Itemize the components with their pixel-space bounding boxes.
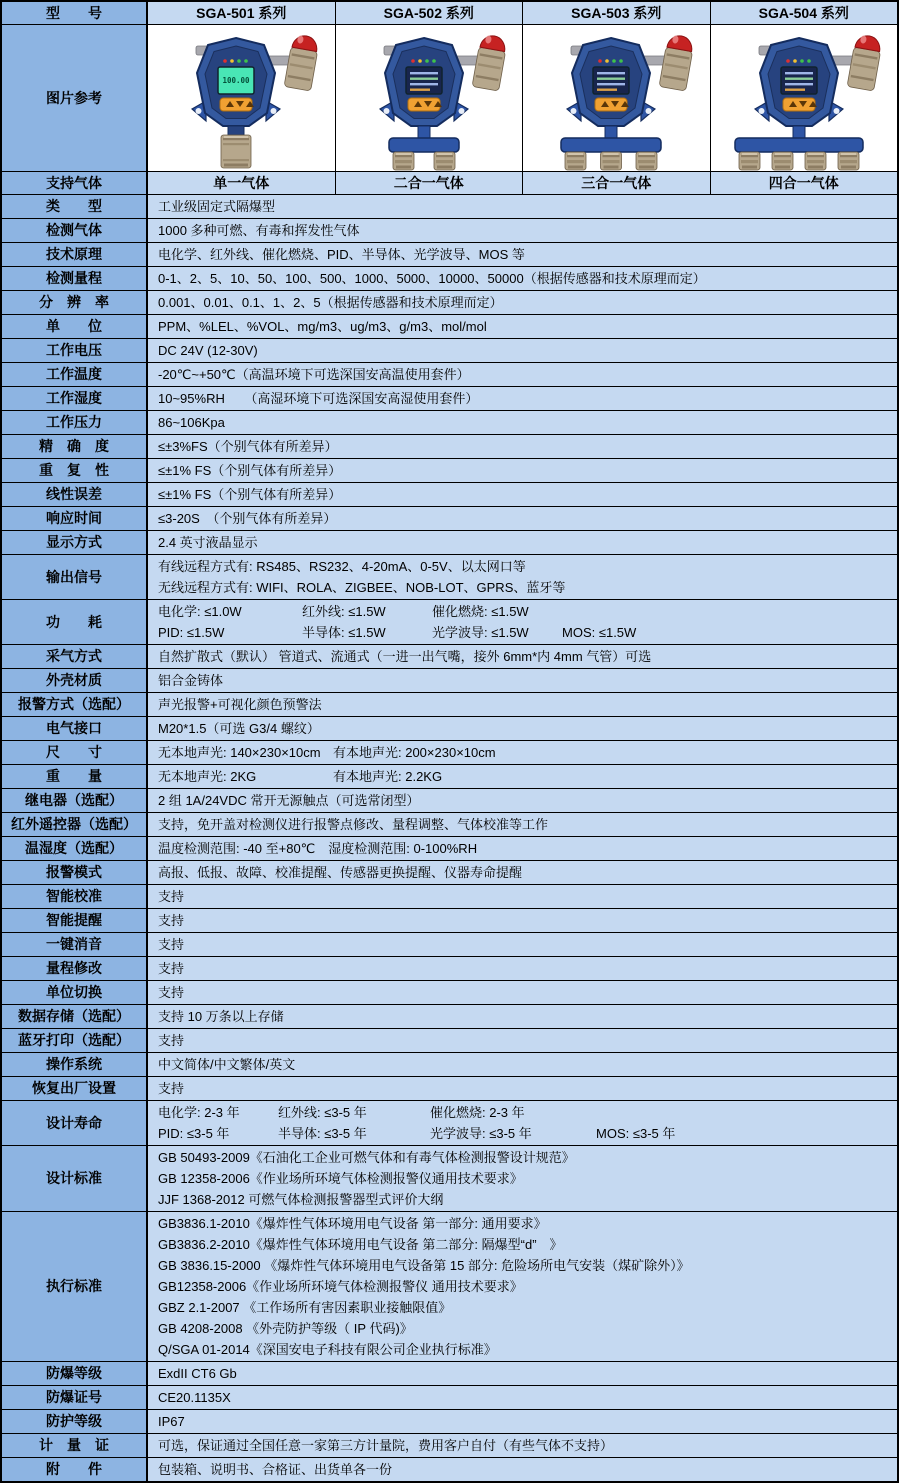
spec-label: 操作系统 [2, 1053, 148, 1076]
spec-row [2, 530, 897, 554]
spec-value-segment: PID: ≤3-5 年 [158, 1126, 230, 1141]
spec-value-segment: PID: ≤1.5W [158, 625, 225, 640]
spec-value-line: CE20.1135X [158, 1390, 231, 1405]
spec-value-line: 0-1、2、5、10、50、100、500、1000、5000、10000、50000（根据传感器和技术原理而定） [158, 271, 706, 286]
gas-row-label: 支持气体 [2, 172, 148, 194]
spec-label: 检测量程 [2, 267, 148, 290]
spec-label: 分 辨 率 [2, 291, 148, 314]
spec-value-line: 电化学、红外线、催化燃烧、PID、半导体、光学波导、MOS 等 [158, 247, 525, 262]
spec-row [2, 290, 897, 314]
spec-row [2, 410, 897, 434]
spec-label: 精 确 度 [2, 435, 148, 458]
spec-value-line: 声光报警+可视化颜色预警法 [158, 697, 322, 712]
spec-row [2, 716, 897, 740]
spec-value-line: Q/SGA 01-2014《深国安电子科技有限公司企业执行标准》 [158, 1342, 497, 1357]
product-image-row [2, 24, 897, 171]
spec-value-segment: 无本地声光: 2KG [158, 769, 257, 784]
spec-value [148, 1053, 897, 1076]
spec-row [2, 908, 897, 932]
spec-label: 防爆等级 [2, 1362, 148, 1385]
spec-label: 重 量 [2, 765, 148, 788]
spec-row [2, 956, 897, 980]
spec-row [2, 458, 897, 482]
spec-row [2, 599, 897, 644]
spec-label: 检测气体 [2, 219, 148, 242]
spec-value [148, 693, 897, 716]
detector-illustration [336, 25, 522, 171]
spec-value-line: 可选，保证通过全国任意一家第三方计量院，费用客户自付（有些气体不支持） [158, 1438, 614, 1453]
spec-row [2, 266, 897, 290]
spec-value [148, 339, 897, 362]
spec-value [148, 981, 897, 1004]
spec-value-line: 高报、低报、故障、校准提醒、传感器更换提醒、仪器寿命提醒 [158, 865, 523, 880]
spec-value [148, 933, 897, 956]
spec-value-line: 支持 [158, 1033, 185, 1048]
spec-row [2, 362, 897, 386]
spec-value-line: 无线远程方式有: WIFI、ROLA、ZIGBEE、NOB-LOT、GPRS、蓝牙等 [158, 580, 566, 595]
product-image-sga-504 [711, 25, 898, 171]
spec-value [148, 267, 897, 290]
spec-value-line: 0.001、0.01、0.1、1、2、5（根据传感器和技术原理而定） [158, 295, 503, 310]
spec-value [148, 555, 897, 599]
spec-value-line: GB 4208-2008 《外壳防护等级（ IP 代码)》 [158, 1321, 413, 1336]
spec-label: 防爆证号 [2, 1386, 148, 1409]
spec-row [2, 506, 897, 530]
spec-value-segment: 无本地声光: 140×230×10cm [158, 745, 321, 760]
spec-value [148, 1362, 897, 1385]
spec-label: 类 型 [2, 195, 148, 218]
spec-value [148, 243, 897, 266]
spec-label: 单 位 [2, 315, 148, 338]
spec-row [2, 386, 897, 410]
spec-value-line [158, 1123, 893, 1144]
spec-value-line: 2.4 英寸液晶显示 [158, 535, 258, 550]
spec-value-line: JJF 1368-2012 可燃气体检测报警器型式评价大纲 [158, 1192, 444, 1207]
spec-value-segment: 红外线: ≤3-5 年 [278, 1105, 367, 1120]
spec-row [2, 764, 897, 788]
spec-value [148, 1458, 897, 1481]
product-image-sga-502 [336, 25, 524, 171]
product-image-sga-503 [523, 25, 711, 171]
spec-label: 设计标准 [2, 1146, 148, 1211]
spec-value [148, 507, 897, 530]
spec-row [2, 218, 897, 242]
supported-gas-row [2, 171, 897, 194]
spec-label: 尺 寸 [2, 741, 148, 764]
detector-illustration [711, 25, 897, 171]
spec-value-segment: 半导体: ≤3-5 年 [278, 1126, 367, 1141]
spec-value [148, 1212, 897, 1361]
gas-type-quad: 四合一气体 [711, 172, 898, 194]
spec-value [148, 885, 897, 908]
spec-value-segment: 有本地声光: 2.2KG [333, 769, 443, 784]
spec-value [148, 741, 897, 764]
spec-value [148, 1077, 897, 1100]
spec-label: 一键消音 [2, 933, 148, 956]
spec-value [148, 459, 897, 482]
spec-row [2, 1076, 897, 1100]
image-row-label: 图片参考 [2, 25, 148, 171]
spec-value [148, 291, 897, 314]
spec-value [148, 1410, 897, 1433]
spec-value [148, 765, 897, 788]
spec-value-line: 支持 [158, 961, 185, 976]
spec-value-line: ExdII CT6 Gb [158, 1366, 237, 1381]
spec-row [2, 1004, 897, 1028]
spec-row [2, 788, 897, 812]
spec-value [148, 219, 897, 242]
spec-label: 恢复出厂设置 [2, 1077, 148, 1100]
spec-value-line: 温度检测范围: -40 至+80℃ 湿度检测范围: 0-100%RH [158, 841, 478, 856]
spec-value-line: -20℃~+50℃（高温环境下可选深国安高温使用套件） [158, 367, 470, 382]
spec-value [148, 1434, 897, 1457]
spec-value-line: 支持 [158, 913, 185, 928]
spec-label: 红外遥控器（选配） [2, 813, 148, 836]
spec-label: 采气方式 [2, 645, 148, 668]
spec-value-line: ≤±1% FS（个别气体有所差异） [158, 463, 342, 478]
model-header-row [2, 2, 897, 24]
spec-value [148, 315, 897, 338]
spec-value [148, 1386, 897, 1409]
spec-row [2, 644, 897, 668]
spec-value [148, 837, 897, 860]
spec-row [2, 668, 897, 692]
spec-value [148, 861, 897, 884]
spec-value-line: DC 24V (12-30V) [158, 343, 258, 358]
spec-value-line: 工业级固定式隔爆型 [158, 199, 276, 214]
spec-label: 防护等级 [2, 1410, 148, 1433]
spec-value-line: 中文简体/中文繁体/英文 [158, 1057, 296, 1072]
spec-value-segment: 红外线: ≤1.5W [302, 604, 386, 619]
spec-value-segment: 催化燃烧: ≤1.5W [432, 604, 529, 619]
spec-value-line: GB 50493-2009《石油化工企业可燃气体和有毒气体检测报警设计规范》 [158, 1150, 575, 1165]
spec-label: 量程修改 [2, 957, 148, 980]
spec-value [148, 531, 897, 554]
spec-value-segment: 半导体: ≤1.5W [302, 625, 386, 640]
model-name-sga-502: SGA-502 系列 [336, 2, 524, 24]
spec-value-line: 支持，免开盖对检测仪进行报警点修改、量程调整、气体校准等工作 [158, 817, 549, 832]
spec-row [2, 836, 897, 860]
spec-row [2, 194, 897, 218]
spec-value-line: 有线远程方式有: RS485、RS232、4-20mA、0-5V、以太网口等 [158, 559, 526, 574]
spec-value [148, 1146, 897, 1211]
spec-label: 外壳材质 [2, 669, 148, 692]
svg-text:100.00: 100.00 [222, 76, 250, 85]
spec-label: 单位切换 [2, 981, 148, 1004]
spec-label: 重 复 性 [2, 459, 148, 482]
spec-value [148, 789, 897, 812]
spec-label: 工作压力 [2, 411, 148, 434]
spec-value [148, 363, 897, 386]
gas-type-single: 单一气体 [148, 172, 336, 194]
spec-label: 技术原理 [2, 243, 148, 266]
spec-row [2, 1385, 897, 1409]
model-name-sga-504: SGA-504 系列 [711, 2, 898, 24]
spec-row [2, 860, 897, 884]
spec-value-line: PPM、%LEL、%VOL、mg/m3、ug/m3、g/m3、mol/mol [158, 319, 487, 334]
spec-row [2, 980, 897, 1004]
spec-label: 报警模式 [2, 861, 148, 884]
spec-row [2, 434, 897, 458]
spec-label: 显示方式 [2, 531, 148, 554]
spec-value-line [158, 1102, 893, 1123]
spec-value-line: 86~106Kpa [158, 415, 225, 430]
spec-row [2, 1457, 897, 1481]
spec-value-line: 支持 [158, 985, 185, 1000]
spec-row [2, 338, 897, 362]
spec-value-segment: 光学波导: ≤3-5 年 [430, 1126, 532, 1141]
spec-value-segment: 电化学: 2-3 年 [158, 1105, 240, 1120]
spec-label: 响应时间 [2, 507, 148, 530]
spec-value-line: 铝合金铸体 [158, 673, 224, 688]
spec-label: 智能提醒 [2, 909, 148, 932]
model-row-label: 型 号 [2, 2, 148, 24]
spec-label: 工作湿度 [2, 387, 148, 410]
spec-value-line: ≤±3%FS（个别气体有所差异） [158, 439, 338, 454]
spec-value-line: 10~95%RH （高湿环境下可选深国安高湿使用套件） [158, 391, 479, 406]
spec-row [2, 1211, 897, 1361]
spec-row [2, 482, 897, 506]
spec-label: 输出信号 [2, 555, 148, 599]
spec-value-line [158, 601, 893, 622]
spec-value-line: 支持 [158, 1081, 185, 1096]
spec-row [2, 932, 897, 956]
spec-value-segment: 电化学: ≤1.0W [158, 604, 242, 619]
spec-row [2, 740, 897, 764]
spec-row [2, 1028, 897, 1052]
spec-value-line: 2 组 1A/24VDC 常开无源触点（可选常闭型） [158, 793, 420, 808]
spec-row [2, 692, 897, 716]
detector-illustration [523, 25, 709, 171]
spec-value [148, 195, 897, 218]
spec-label: 附 件 [2, 1458, 148, 1481]
spec-value-line: GB3836.1-2010《爆炸性气体环境用电气设备 第一部分: 通用要求》 [158, 1216, 547, 1231]
spec-value-segment: 有本地声光: 200×230×10cm [333, 745, 496, 760]
spec-value-line: 自然扩散式（默认） 管道式、流通式（一进一出气嘴，接外 6mm*内 4mm 气管）可选 [158, 649, 652, 664]
spec-row [2, 1409, 897, 1433]
spec-label: 智能校准 [2, 885, 148, 908]
spec-value-segment: 催化燃烧: 2-3 年 [430, 1105, 525, 1120]
spec-value-segment: MOS: ≤1.5W [562, 625, 637, 640]
spec-value-line: GB 3836.15-2000 《爆炸性气体环境用电气设备第 15 部分: 危险场所电气安装（煤矿除外）》 [158, 1258, 690, 1273]
model-name-sga-503: SGA-503 系列 [523, 2, 711, 24]
spec-value-line: 支持 [158, 937, 185, 952]
spec-label: 继电器（选配） [2, 789, 148, 812]
spec-value [148, 1029, 897, 1052]
spec-label: 执行标准 [2, 1212, 148, 1361]
spec-value [148, 387, 897, 410]
spec-value [148, 645, 897, 668]
spec-value-line: 包装箱、说明书、合格证、出货单各一份 [158, 1462, 393, 1477]
spec-value-segment: MOS: ≤3-5 年 [596, 1126, 676, 1141]
spec-row [2, 554, 897, 599]
spec-label: 报警方式（选配） [2, 693, 148, 716]
spec-value-line [158, 742, 893, 763]
spec-row [2, 884, 897, 908]
spec-value [148, 717, 897, 740]
spec-label: 数据存储（选配） [2, 1005, 148, 1028]
spec-value [148, 1101, 897, 1145]
spec-value-line: M20*1.5（可选 G3/4 螺纹） [158, 721, 320, 736]
spec-row [2, 1100, 897, 1145]
spec-value-line: GB3836.2-2010《爆炸性气体环境用电气设备 第二部分: 隔爆型“d” 》 [158, 1237, 563, 1252]
spec-value-line: 1000 多种可燃、有毒和挥发性气体 [158, 223, 360, 238]
spec-value-line [158, 622, 893, 643]
spec-row [2, 1145, 897, 1211]
spec-row [2, 242, 897, 266]
spec-label: 温湿度（选配） [2, 837, 148, 860]
spec-value-line: GBZ 2.1-2007 《工作场所有害因素职业接触限值》 [158, 1300, 452, 1315]
model-name-sga-501: SGA-501 系列 [148, 2, 336, 24]
spec-value-line: ≤3-20S （个别气体有所差异） [158, 511, 337, 526]
spec-label: 计 量 证 [2, 1434, 148, 1457]
spec-label: 工作电压 [2, 339, 148, 362]
spec-value [148, 435, 897, 458]
detector-illustration [148, 25, 334, 171]
spec-value [148, 957, 897, 980]
spec-label: 设计寿命 [2, 1101, 148, 1145]
spec-value [148, 600, 897, 644]
gas-type-dual: 二合一气体 [336, 172, 524, 194]
spec-value-line: IP67 [158, 1414, 185, 1429]
spec-value-line: 支持 [158, 889, 185, 904]
spec-label: 线性误差 [2, 483, 148, 506]
spec-value [148, 813, 897, 836]
gas-type-triple: 三合一气体 [523, 172, 711, 194]
spec-value-segment: 光学波导: ≤1.5W [432, 625, 529, 640]
spec-value [148, 1005, 897, 1028]
spec-label: 功 耗 [2, 600, 148, 644]
spec-label: 电气接口 [2, 717, 148, 740]
spec-row [2, 314, 897, 338]
spec-value [148, 909, 897, 932]
spec-value [148, 669, 897, 692]
spec-value-line: GB12358-2006《作业场所环境气体检测报警仪 通用技术要求》 [158, 1279, 523, 1294]
spec-row [2, 812, 897, 836]
spec-row [2, 1361, 897, 1385]
spec-row [2, 1433, 897, 1457]
spec-value [148, 411, 897, 434]
spec-label: 工作温度 [2, 363, 148, 386]
spec-value-line [158, 766, 893, 787]
spec-value-line: 支持 10 万条以上存储 [158, 1009, 284, 1024]
spec-value-line: GB 12358-2006《作业场所环境气体检测报警仪通用技术要求》 [158, 1171, 523, 1186]
spec-row [2, 1052, 897, 1076]
spec-value-line: ≤±1% FS（个别气体有所差异） [158, 487, 342, 502]
spec-label: 蓝牙打印（选配） [2, 1029, 148, 1052]
spec-value [148, 483, 897, 506]
product-image-sga-501 [148, 25, 336, 171]
